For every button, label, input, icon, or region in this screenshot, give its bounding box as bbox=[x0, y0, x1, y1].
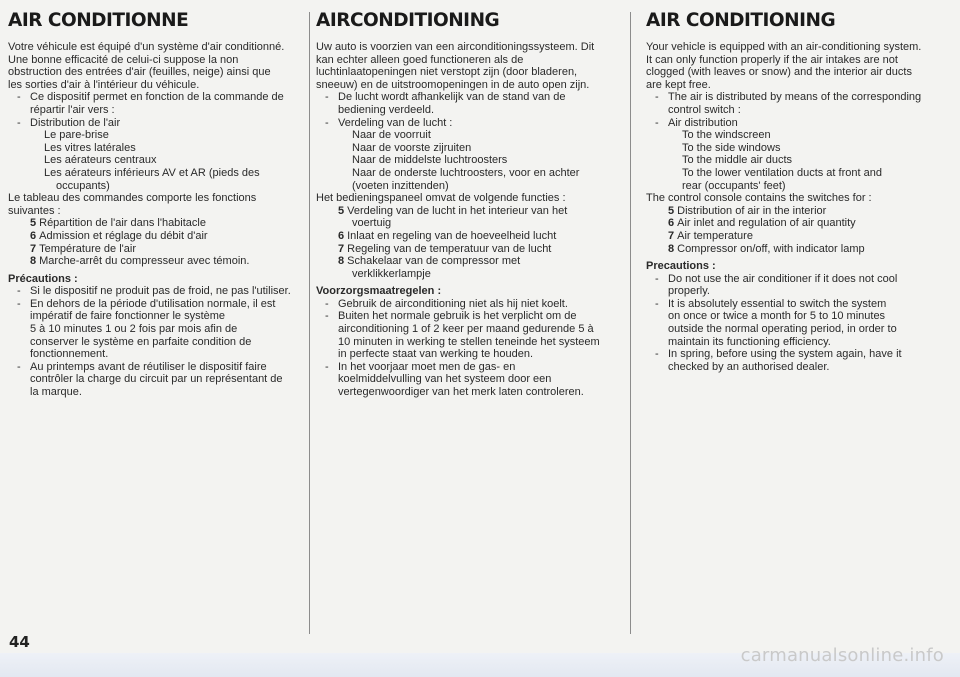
console-line: suivantes : bbox=[8, 204, 61, 217]
column-french bbox=[8, 10, 304, 399]
precautions-heading: Voorzorgsmaatregelen : bbox=[316, 285, 442, 298]
intro-line: sneeuw) en de uitstroomopeningen in de auto open zijn. bbox=[316, 78, 590, 91]
list-item-continuation bbox=[646, 104, 940, 117]
precaution-continuation bbox=[316, 373, 618, 386]
precaution-item: - Gebruik de airconditioning niet als hij niet koelt. bbox=[325, 297, 568, 310]
precaution-continuation bbox=[316, 323, 618, 336]
intro-line: luchtinlaatopeningen niet verstopt zijn (door bladeren, bbox=[316, 66, 578, 79]
intro-line: les sorties d'air à l'intérieur du véhicule. bbox=[8, 78, 200, 91]
control-item bbox=[8, 243, 304, 256]
sub-list-item: Les aérateurs inférieurs AV et AR (pieds des bbox=[44, 166, 260, 179]
intro-line: It can only function properly if the air intakes are not bbox=[646, 53, 898, 66]
control-number: 5 bbox=[668, 204, 675, 217]
list-item: - Distribution de l'air bbox=[17, 116, 121, 129]
control-item bbox=[646, 217, 940, 230]
console-line: The control console contains the switches for : bbox=[646, 192, 872, 205]
control-text: Marche-arrêt du compresseur avec témoin. bbox=[39, 255, 250, 268]
intro-line: clogged (with leaves or snow) and the interior air ducts bbox=[646, 66, 912, 79]
watermark: carmanualsonline.info bbox=[740, 645, 944, 666]
list-item-text: De lucht wordt afhankelijk van de stand van de bbox=[338, 91, 566, 104]
precaution-continuation bbox=[646, 323, 940, 336]
precaution-item: - Buiten het normale gebruik is het verplicht om de bbox=[325, 310, 577, 323]
control-number: 8 bbox=[338, 255, 345, 268]
console-line: Het bedieningspaneel omvat de volgende functies : bbox=[316, 192, 566, 205]
intro-line: obstruction des entrées d'air (feuilles, neige) ainsi que bbox=[8, 66, 271, 79]
page-number: 44 bbox=[9, 633, 30, 651]
sub-list-item: Naar de onderste luchtroosters, voor en achter bbox=[352, 166, 580, 179]
control-item bbox=[646, 243, 940, 256]
precaution-continuation bbox=[8, 386, 304, 399]
precaution-text: impératif de faire fonctionner le système bbox=[30, 310, 226, 323]
control-text: Schakelaar van de compressor met bbox=[347, 255, 521, 268]
list-item: - Verdeling van de lucht : bbox=[325, 116, 453, 129]
sub-list-item-continuation: (voeten inzittenden) bbox=[352, 179, 449, 192]
sub-list-item: Le pare-brise bbox=[44, 129, 109, 142]
section-title: AIRCONDITIONING bbox=[316, 10, 500, 31]
control-text: Distribution of air in the interior bbox=[677, 204, 827, 217]
precaution-continuation bbox=[646, 336, 940, 349]
list-item-continuation bbox=[8, 104, 304, 117]
precaution-continuation bbox=[316, 336, 618, 349]
precaution-text: la marque. bbox=[30, 386, 82, 399]
precaution-continuation bbox=[8, 373, 304, 386]
list-item-text: The air is distributed by means of the corresponding bbox=[668, 91, 922, 104]
list-item: - Ce dispositif permet en fonction de la commande de bbox=[17, 91, 284, 104]
control-text: Regeling van de temperatuur van de lucht bbox=[347, 242, 552, 255]
section-title: AIR CONDITIONING bbox=[646, 10, 836, 31]
control-number: 6 bbox=[668, 217, 675, 230]
precaution-item: - Si le dispositif ne produit pas de froid, ne pas l'utiliser. bbox=[17, 285, 291, 298]
precaution-item: - In het voorjaar moet men de gas- en bbox=[325, 360, 516, 373]
precaution-text: 5 à 10 minutes 1 ou 2 fois par mois afin de bbox=[30, 323, 238, 336]
precaution-item: - Do not use the air conditioner if it does not cool bbox=[655, 272, 898, 285]
sub-list-item-continuation: rear (occupants' feet) bbox=[682, 179, 786, 192]
list-item: - The air is distributed by means of the corresponding bbox=[655, 91, 922, 104]
precaution-item: - En dehors de la période d'utilisation normale, il est bbox=[17, 297, 276, 310]
sub-list-item: Les aérateurs centraux bbox=[44, 154, 157, 167]
precautions-heading: Precautions : bbox=[646, 260, 716, 273]
precaution-continuation bbox=[316, 348, 618, 361]
section-title: AIR CONDITIONNE bbox=[8, 10, 189, 31]
sub-list-item: To the side windows bbox=[682, 141, 781, 154]
precaution-text: checked by an authorised dealer. bbox=[668, 360, 830, 373]
control-item bbox=[8, 217, 304, 230]
control-number: 5 bbox=[30, 217, 37, 230]
precaution-text: vertegenwoordiger van het merk laten controleren. bbox=[338, 386, 584, 399]
control-text: Air inlet and regulation of air quantity bbox=[677, 217, 856, 230]
control-text: Répartition de l'air dans l'habitacle bbox=[39, 217, 206, 230]
column-divider bbox=[630, 12, 631, 634]
control-item bbox=[316, 255, 618, 268]
list-item-text: répartir l'air vers : bbox=[30, 103, 115, 116]
precaution-text: Buiten het normale gebruik is het verplicht om de bbox=[338, 310, 577, 323]
control-item bbox=[8, 255, 304, 268]
intro-line: are kept free. bbox=[646, 78, 711, 91]
intro-line: Your vehicle is equipped with an air-conditioning system. bbox=[646, 41, 922, 53]
precaution-text: It is absolutely essential to switch the system bbox=[668, 297, 887, 310]
control-number: 7 bbox=[668, 229, 675, 242]
column-english bbox=[646, 10, 940, 373]
intro-line: Uw auto is voorzien van een airconditioningssysteem. Dit bbox=[316, 41, 595, 53]
precaution-continuation bbox=[316, 386, 618, 399]
precaution-item: - In spring, before using the system again, have it bbox=[655, 348, 902, 361]
control-item bbox=[316, 205, 618, 218]
precaution-text: conserver le système en parfaite condition de bbox=[30, 335, 252, 348]
list-item-text: Ce dispositif permet en fonction de la commande de bbox=[30, 91, 284, 104]
console-line: Le tableau des commandes comporte les fonctions bbox=[8, 192, 257, 205]
precaution-text: Au printemps avant de réutiliser le dispositif faire bbox=[30, 360, 267, 373]
precaution-text: in perfecte staat van werking te houden. bbox=[338, 348, 534, 361]
control-number: 7 bbox=[338, 242, 345, 255]
precaution-text: fonctionnement. bbox=[30, 348, 109, 361]
control-text: Air temperature bbox=[677, 229, 753, 242]
control-text: Température de l'air bbox=[39, 242, 136, 255]
precaution-item: - Au printemps avant de réutiliser le dispositif faire bbox=[17, 360, 267, 373]
sub-list-item: To the middle air ducts bbox=[682, 154, 793, 167]
list-item-text: Verdeling van de lucht : bbox=[338, 116, 453, 129]
precaution-continuation bbox=[8, 323, 304, 336]
precaution-continuation bbox=[8, 310, 304, 323]
control-number: 8 bbox=[30, 255, 37, 268]
control-text: Admission et réglage du débit d'air bbox=[39, 229, 208, 242]
control-item bbox=[646, 230, 940, 243]
precaution-text: Si le dispositif ne produit pas de froid, ne pas l'utiliser. bbox=[30, 285, 291, 298]
control-item bbox=[316, 243, 618, 256]
precaution-text: maintain its functioning efficiency. bbox=[668, 335, 831, 348]
list-item-text: Distribution de l'air bbox=[30, 116, 121, 129]
precaution-text: Gebruik de airconditioning niet als hij niet koelt. bbox=[338, 297, 568, 310]
list-item: - De lucht wordt afhankelijk van de stand van de bbox=[325, 91, 566, 104]
list-item-text: control switch : bbox=[668, 103, 741, 116]
control-text: Inlaat en regeling van de hoeveelheid lucht bbox=[347, 229, 557, 242]
list-item-text: bediening verdeeld. bbox=[338, 103, 435, 116]
sub-list-item: Les vitres latérales bbox=[44, 141, 136, 154]
precaution-item: - It is absolutely essential to switch the system bbox=[655, 297, 887, 310]
precautions-heading: Précautions : bbox=[8, 272, 78, 285]
precaution-text: koelmiddelvulling van het systeem door een bbox=[338, 373, 552, 386]
precaution-text: En dehors de la période d'utilisation normale, il est bbox=[30, 297, 276, 310]
control-number: 7 bbox=[30, 242, 37, 255]
sub-list-item: Naar de voorruit bbox=[352, 129, 431, 142]
sub-list-item: Naar de voorste zijruiten bbox=[352, 141, 472, 154]
precaution-text: contrôler la charge du circuit par un représentant de bbox=[30, 373, 283, 386]
sub-list-item: To the windscreen bbox=[682, 129, 771, 142]
control-number: 6 bbox=[30, 229, 37, 242]
precaution-text: outside the normal operating period, in order to bbox=[668, 323, 897, 336]
control-text: Compressor on/off, with indicator lamp bbox=[677, 242, 865, 255]
precaution-continuation bbox=[8, 348, 304, 361]
control-number: 8 bbox=[668, 242, 675, 255]
control-item-continuation: verklikkerlampje bbox=[352, 267, 431, 280]
sub-list-item: To the lower ventilation ducts at front and bbox=[682, 166, 882, 179]
control-item bbox=[8, 230, 304, 243]
precaution-text: In het voorjaar moet men de gas- en bbox=[338, 360, 516, 373]
control-item-continuation: voertuig bbox=[352, 217, 392, 230]
precaution-continuation bbox=[646, 285, 940, 298]
precaution-continuation bbox=[646, 310, 940, 323]
precaution-text: Do not use the air conditioner if it does not cool bbox=[668, 272, 898, 285]
intro-line: kan echter alleen goed functioneren als de bbox=[316, 53, 524, 66]
sub-list-item: Naar de middelste luchtroosters bbox=[352, 154, 508, 167]
intro-line: Une bonne efficacité de celui-ci suppose la non bbox=[8, 53, 239, 66]
precaution-text: In spring, before using the system again, have it bbox=[668, 348, 902, 361]
list-item-continuation bbox=[316, 104, 618, 117]
control-number: 6 bbox=[338, 229, 345, 242]
control-number: 5 bbox=[338, 204, 345, 217]
precaution-text: airconditioning 1 of 2 keer per maand gedurende 5 à bbox=[338, 323, 594, 336]
column-dutch bbox=[316, 10, 618, 399]
intro-line: Votre véhicule est équipé d'un système d'air conditionné. bbox=[8, 41, 285, 53]
control-text: Verdeling van de lucht in het interieur van het bbox=[347, 204, 568, 217]
precaution-text: properly. bbox=[668, 285, 710, 298]
list-item: - Air distribution bbox=[655, 116, 738, 129]
sub-list-item-continuation: occupants) bbox=[56, 179, 110, 192]
precaution-continuation bbox=[646, 361, 940, 374]
control-item bbox=[316, 230, 618, 243]
control-item bbox=[646, 205, 940, 218]
list-item-text: Air distribution bbox=[668, 116, 738, 129]
precaution-text: on once or twice a month for 5 to 10 minutes bbox=[668, 310, 886, 323]
column-divider bbox=[309, 12, 310, 634]
precaution-text: 10 minuten in werking te stellen teneinde het systeem bbox=[338, 335, 600, 348]
precaution-continuation bbox=[8, 336, 304, 349]
